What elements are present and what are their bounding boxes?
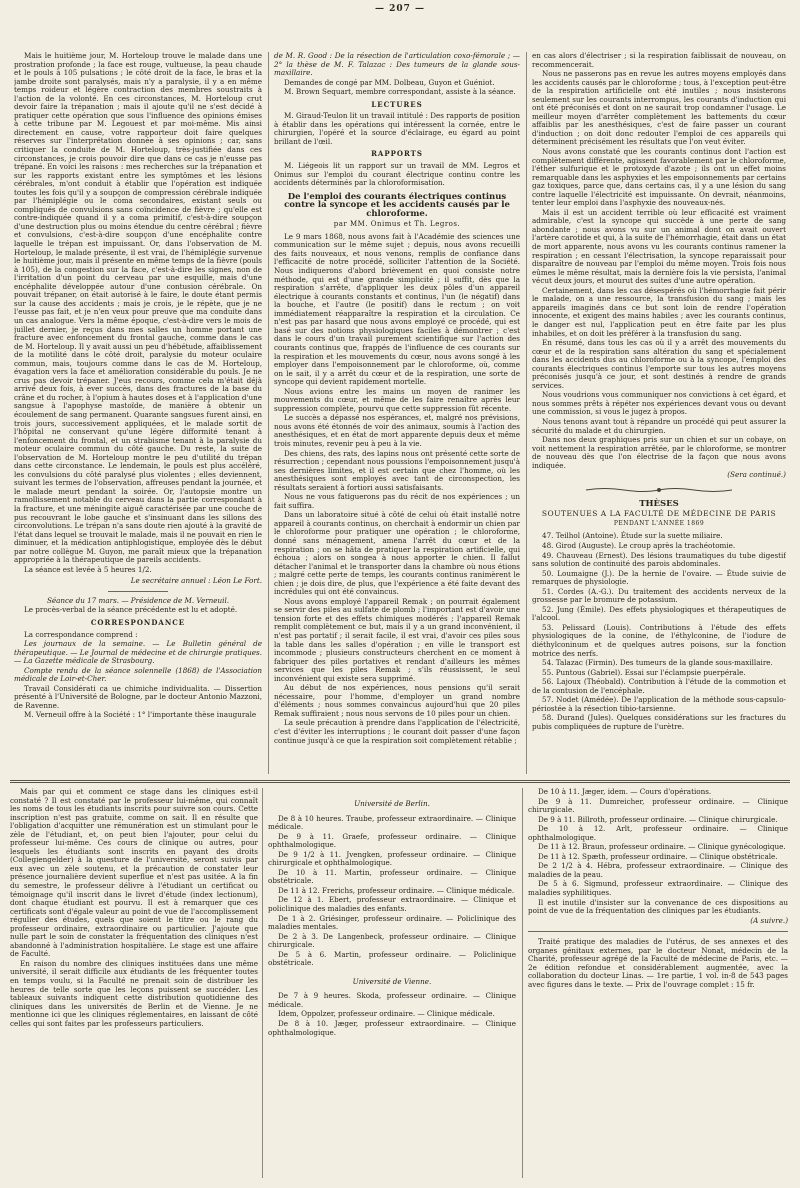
schedule-row: De 9 à 11. Dumreicher, professeur ordinaire. — Clinique chirurgicale. — [528, 796, 788, 815]
schedule-row: Idem, Oppolzer, professeur ordinaire. — Clinique médicale. — [278, 1009, 495, 1019]
paragraph: En raison du nombre des cliniques instituées dans une même université, il serait difficile aux étudiants de les fréquenter toutes en temps voulu, si la Faculté ne prenait soin de distribuer les heures de telle sorte que les leçons puissent se succéder. Les tableaux suivants indiquent cette distribution quotidienne des cliniques dans les universités de Berlin et de Vienne. Je ne mentionne ici que les cliniques réglementaires, en laissant de côté celles qui sont faites par les professeurs particuliers. — [10, 958, 258, 1028]
paragraph: Nous voudrions vous communiquer nos convictions à cet égard, et nous sommes prêts à répéter nos expériences devant vous ou devant une commission, si vous le jugez à propos. — [532, 390, 786, 417]
paragraph: Nous avons constaté que les courants continus dont l'action est complètement différente, agissent favorablement par le chloroforme, l'éther sulfurique et le protoxyde d'azote ; ils ont un effet moins remarquable dans les asphyxies et les empoisonnements par certains gaz toxiques, parce que, dans certains cas, il y a une lésion du sang contre laquelle l'électricité est impuissante. On devrait, néanmoins, tenter leur emploi dans l'asphyxie des nouveaux-nés. — [532, 147, 786, 208]
theses-year: PENDANT L'ANNÉE 1869 — [613, 519, 705, 527]
schedule-row: De 8 à 10 heures. Traube, professeur extraordinaire. — Clinique médicale. — [268, 813, 516, 832]
schedule-row: De 10 à 11. Jæger, idem. — Cours d'opérations. — [538, 788, 712, 796]
column-divider — [522, 788, 523, 1178]
paragraph: Travail Considérati ca ue chimiche individualita. — Dissertion présenté à l'Université de Bologne, par le docteur Antonio Mazzoni, de Ravenne. — [14, 683, 262, 710]
column-right — [532, 52, 786, 774]
paragraph: Nous avons employé l'appareil Remak ; on pourrait également se servir des piles au sulfate de plomb ; l'important est d'avoir une tension forte et des effets chimiques modérés ; l'appareil Remak remplit complètement ce but, mais il y a un grand inconvénient, il n'est pas portatif ; il serait facile, il est vrai, d'avoir ces piles sous la table dans les salles d'opération ; en ville le transport est incommode ; plusieurs constructeurs cherchent en ce moment à fabriquer des piles portatives et rendant d'ailleurs les mêmes services que les piles Remak ; s'ils réussissent, le seul inconvénient qui existe sera supprimé. — [274, 596, 520, 683]
article-authors: par MM. Onimus et Th. Legros. — [333, 220, 461, 229]
theses-subtitle: SOUTENUES A LA FACULTÉ DE MÉDECINE DE PARIS — [541, 509, 777, 519]
list-item: 56. Lajoux (Théobald). Contribution à l'étude de la commotion et de la contusion de l'encéphale. — [532, 677, 786, 695]
list-item: 58. Durand (Jules). Quelques considérations sur les fractures du pubis compliquées de rupture de l'urètre. — [532, 713, 786, 731]
feuilleton-column-right — [528, 788, 788, 1178]
paragraph: Mais le huitième jour, M. Horteloup trouve le malade dans une prostration profonde ; la face est rouge, vultueuse, la peau chaude et le pouls à 105 pulsations ; le côté droit de la face, le bras et la jambe droite sont paralysés, mais n'y a paralysie, il y a en même temps roideur et légère contraction des membres soustraits à l'action de la volonté. En ces circonstances, M. Horteloup crut devoir faire la trépanation ; mais il ajoute qu'il ne s'est décidé à pratiquer cette opération que sous l'influence des opinions émises à cette tribune par M. Legouest et par moi-même. Mis ainsi directement en cause, votre rapporteur doit faire quelques réserves sur l'interprétation donnée à ses opinions ; car, sans critiquer la conduite de M. Horteloup, très-justifiée dans ces circonstances, je crois pouvoir dire que dans ce cas je n'eusse pas trépané. En voici les raisons : mes recherches sur la trépanation et sur les rapports existant entre les symptômes et les lésions cérébrales, m'ont conduit à établir que l'opération est indiquée toutes les fois qu'il y a soupçon de compression cérébrale indiquée par l'hémiplégie ou le coma secondaires, existant seuls ou compliqués de convulsions sans coïncidence de fièvre ; qu'elle est contre-indiquée quand il y a coma primitif, c'est-à-dire soupçon d'une destruction plus ou moins étendue du centre cérébral ; fièvre et convulsions, c'est-à-dire soupçon d'une encéphalite contre laquelle le trépan est impuissant. Or, dans l'observation de M. Horteloup, le malade présente, il est vrai, de l'hémiplégie survenue le huitième jour, mais il présente en même temps de la fièvre (pouls à 105), de la congestion sur la face, c'est-à-dire les signes, non de l'irritation d'un point du cerveau par une esquille, mais d'une encéphalite développée autour d'une contusion cérébrale. On pouvait trépaner, on était autorisé à le faire, le doute étant permis sur la cause des accidents ; mais je crois, je le répète, que je ne l'eusse pas fait, et je n'en veux pour preuve que ma conduite dans un cas analogue. Vers la même époque, c'est-à-dire vers le mois de juillet dernier, je reçus dans mes salles un homme portant une fracture avec enfoncement du frontal gauche, comme dans le cas de M. Horteloup. Il y avait aussi un peu d'hébétude, affaiblissement de la motilité dans le côté droit, paralysie du moteur oculaire commun, mais, toujours comme dans le cas de M. Horteloup, évagation vers la face et amélioration considérable du pouls. Je ne crus pas devoir trépaner. J'eus recours, comme cela m'était déjà arrivé deux fois, à ever succès, dans des fractures de la base du crâne et du rocher, à l'opium à hautes doses et à l'application d'une sangsue à l'apophyse mastoïde, de manière à obtenir un écoulement de sang permanent. Quarante sangsues furent ainsi, en trois jours, successivement appliquées, et le malade sortit de l'hôpital ne conservant qu'une légère difformité tenant à l'enfoncement du frontal, et un strabisme tenant à la paralysie du moteur oculaire commun du côté gauche. Du reste, la suite de l'observation de M. Horteloup montre le peu d'utilité du trépan dans cette circonstance. Le lendemain, le pouls est plus accéléré, les convulsions du côté paralysé plus violentes ; elles deviennent, suivant les termes de l'observation, affreuses pendant la journée, et le malade meurt pendant la soirée. Or, l'autopsie montre un ramollissement notable du cerveau dans la partie correspondant à la fracture, et une méningite aiguë caractérisée par une couche de pus recouvrant le lobe gauche et s'insinuant dans les sillons des circonvolutions. Le trépan n'a sans doute rien ajouté à la gravité de l'état dans lequel se trouvait le malade, mais il ne pouvait en rien le diminuer, et la médication antiphlogistique, employée dès le début par notre collègue M. Guyon, me paraît mieux que la trépanation appropriée à la thérapeutique de pareils accidents. — [14, 52, 262, 565]
paragraph: Nous ne passerons pas en revue les autres moyens employés dans les accidents causés par le chloroforme ; tous, à l'exception peut-être de la respiration artificielle ont été inutiles ; nous insisterons seulement sur les courants interrompus, les courants d'induction qui ont été préconisés et dont on ne saurait trop condamner l'usage. Le meilleur moyen d'arrêter complètement les battements du cœur affaiblis par les anesthésiques, c'est de faire passer un courant d'induction ; on doit donc redouter l'emploi de ces appareils qui déterminent précisément les résultats que l'on veut éviter. — [532, 69, 786, 147]
paragraph: M. Brown Sequart, membre correspondant, assiste à la séance. — [284, 87, 516, 97]
section-divider — [10, 782, 790, 783]
feuilleton-column-left — [10, 788, 258, 1178]
schedule-row: De 9 à 11. Billroth, professeur ordinaire. — Clinique chirurgicale. — [538, 814, 778, 824]
paragraph: La correspondance comprend : — [24, 629, 138, 639]
list-item: 55. Puntous (Gabriel). Essai sur l'éclampsie puerpérale. — [542, 667, 746, 677]
list-item: 52. Jung (Émile). Des effets physiologiques et thérapeutiques de l'alcool. — [532, 604, 786, 623]
schedule-row: De 12 à 1. Ebert, professeur extraordinaire. — Clinique et policlinique des maladies des enfants. — [268, 895, 516, 914]
paragraph: Certainement, dans les cas désespérés où l'hémorrhagie fait périr le malade, on a une ressource, la transfusion du sang ; mais les appareils imaginés dans ce but sont loin de rendre l'opération innocente, et exigent des mains habiles ; avec les courants continus, le danger est nul, l'application peut en être faite par les plus inhabiles, et on doit les préférer à la transfusion du sang. — [532, 285, 786, 338]
list-item: 47. Teilhol (Antoine). Étude sur la suette miliaire. — [542, 531, 723, 541]
list-item: 57. Nodet (Amédée). De l'application de la méthode sous-capsulo-périostée à la résection tibio-tarsienne. — [532, 695, 786, 713]
list-item: 50. Loumaigne (J.). De la hernie de l'ovaire. — Étude suivie de remarques de physiologie. — [532, 568, 786, 587]
paragraph: Dans nos deux graphiques pris sur un chien et sur un cobaye, on voit nettement la respiration arrêtée, par le chloroforme, se montrer de nouveau dès que l'on électrise de la façon que nous avons indiquée. — [532, 435, 786, 470]
separator — [108, 591, 168, 592]
paragraph: Le succès a dépassé nos espérances, et, malgré nos prévisions, nous avons été étonnés de voir des animaux, soumis à l'action des anesthésiques, et en état de mort apparente depuis deux et même trois minutes, revenir peu à peu à la vie. — [274, 413, 520, 448]
list-item: 49. Chauveau (Ernest). Des lésions traumatiques du tube digestif sans solution de continuité des parois abdominales. — [532, 550, 786, 569]
section-heading-theses: THÈSES — [639, 498, 679, 509]
column-left — [14, 52, 262, 774]
list-item: 51. Cordes (A.-G.). Du traitement des accidents nerveux de la grossesse par le bromure de potassium. — [532, 586, 786, 605]
schedule-row: De 1 à 2. Griésinger, professeur ordinaire. — Policlinique des maladies mentales. — [268, 913, 516, 932]
paragraph: M. Giraud-Teulon lit un travail intitulé : Des rapports de position à établir dans les opérations qui intéressent la cornée, entre le chirurgien, l'opéré et la source d'éclairage, eu égard au point brillant de l'œil. — [274, 111, 520, 146]
paragraph: de M. R. Good : De la résection de l'articulation coxo-fémorale ; — 2° la thèse de M. F. Talazac : Des tumeurs de la glande sous-maxillaire. — [274, 52, 520, 78]
schedule-row: De 10 à 11. Martin, professeur ordinaire. — Clinique obstétricale. — [268, 867, 516, 886]
paragraph: Il est inutile d'insister sur la convenance de ces dispositions au point de vue de la fréquentation des cliniques par les étudiants. — [528, 897, 788, 916]
column-divider — [268, 52, 269, 774]
ornament-rule-icon — [584, 486, 734, 494]
paragraph: La seule précaution à prendre dans l'application de l'électricité, c'est d'éviter les interruptions ; le courant doit passer d'une façon continue jusqu'à ce que la respiration soit complètement rétablie ; — [274, 718, 520, 745]
schedule-row: De 9 à 11. Graefe, professeur ordinaire. — Clinique ophthalmologique. — [268, 831, 516, 850]
paragraph: M. Liégeois lit un rapport sur un travail de MM. Legros et Onimus sur l'emploi du courant électrique continu contre les accidents déterminés par la chloroformisation. — [274, 161, 520, 188]
section-heading-lectures: LECTURES — [371, 99, 423, 109]
list-item: 54. Talazac (Firmin). Des tumeurs de la glande sous-maxillaire. — [542, 658, 773, 668]
schedule-row: De 7 à 9 heures. Skoda, professeur ordinaire. — Clinique médicale. — [268, 991, 516, 1009]
column-divider — [526, 52, 527, 774]
secretary-signature: Le secrétaire annuel : Léon Le Fort. — [130, 576, 262, 586]
schedule-row: De 10 à 12. Arlt, professeur ordinaire. — Clinique ophthalmologique. — [528, 824, 788, 842]
schedule-row: De 8 à 10. Jæger, professeur extraordinaire. — Clinique ophthalmologique. — [268, 1019, 516, 1037]
feuilleton-column-middle — [268, 788, 516, 1178]
schedule-row: De 11 à 12. Frerichs, professeur ordinaire. — Clinique médicale. — [278, 885, 515, 895]
schedule-row: De 11 à 12. Spæth, professeur ordinaire. — Clinique obstétricale. — [538, 851, 778, 861]
paragraph: Mais par qui et comment ce stage dans les cliniques est-il constaté ? Il est constaté par le professeur lui-même, qui connaît les noms de tous les étudiants inscrits pour suivre son cours. Cette inscription n'est pas gratuite, comme on sait. Il en résulte que l'obligation d'acquitter une rémunération est un stimulant pour le zèle de l'étudiant, et, on peut bien l'ajouter, pour celui du professeur lui-même. Ces cours de clinique ou autres, pour lesquels les étudiants sont inscrits en payant des droits (Collegiengelder) à la questure de l'université, seront suivis par eux avec un zèle soutenu, et la précaution de constater leur présence journalière devient superflue et n'est pas usitée. A la fin du semestre, le professeur délivre à l'étudiant un certificat ou témoignage qu'il inscrit dans le livret d'étude (index lectionum), dont chaque étudiant est pourvu. Il est à remarquer que ces certificats sont d'égale valeur au point de vue de l'accomplissement régulier des études, quels que soient le titre ou le rang du professeur ordinaire, extraordinaire ou particulier. J'ajoute que nulle part le soin de constater la fréquentation des cliniques n'est abandonné à l'administration hospitalière. Le stage est une affaire de Faculté. — [10, 788, 258, 959]
paragraph: La séance est levée à 5 heures 1/2. — [24, 564, 152, 574]
list-item: 48. Girod (Auguste). Le croup après la trachéotomie. — [542, 540, 736, 550]
column-middle — [274, 52, 520, 774]
schedule-row: De 11 à 12. Braun, professeur ordinaire. — Clinique gynécologique. — [538, 842, 786, 852]
paragraph: M. Verneuil offre à la Société : 1° l'importante thèse inaugurale — [24, 710, 257, 720]
section-divider — [10, 780, 790, 781]
paragraph: Les journaux de la semaine. — Le Bulletin général de thérapeutique. — Le Journal de médecine et de chirurgie pratiques. — La Gazette médicale de Strasbourg. — [14, 639, 262, 666]
paragraph: Le procès-verbal de la séance précédente est lu et adopté. — [24, 605, 238, 615]
paragraph: Nous avions entre les mains un moyen de ranimer les mouvements du cœur, et même de les faire renaître après leur suppression complète, pourvu que cette suppression fût récente. — [274, 386, 520, 413]
paragraph: En résumé, dans tous les cas où il y a arrêt des mouvements du cœur et de la respiration sans altération du sang et spécialement dans les accidents dus au chloroforme ou à la syncope, l'emploi des courants électriques continus l'emporte sur tous les autres moyens préconisés jusqu'à ce jour, et sont destinés à rendre de grands services. — [532, 338, 786, 390]
schedule-row: De 9 1/2 à 11. Jvengken, professeur ordinaire. — Clinique chirurgicale et ophthalmologique. — [268, 849, 516, 868]
separator — [528, 931, 788, 932]
paragraph: Demandes de congé par MM. Dolbeau, Guyon et Guéniot. — [284, 77, 495, 87]
section-heading-correspondance: CORRESPONDANCE — [90, 618, 186, 627]
paragraph: Nous tenons avant tout à répandre un procédé qui peut assurer la sécurité du malade et du chirurgien. — [532, 416, 786, 435]
article-title: De l'emploi des courants électriques continus contre la syncope et les accidents causés par le chloroforme. — [284, 191, 510, 219]
paragraph: Nous ne vous fatiguerons pas du récit de nos expériences ; un fait suffira. — [274, 492, 520, 510]
list-item: 53. Pelissard (Louis). Contributions à l'étude des effets physiologiques de la conine, de l'éthylconine, de l'iodure de diéthylconinum et de quelques autres poisons, sur la fonction motrice des nerfs. — [532, 622, 786, 658]
paragraph: Au début de nos expériences, nous pensions qu'il serait nécessaire, pour l'homme, d'employer un grand nombre d'éléments ; nous sommes convaincus aujourd'hui que 20 piles Remak suffiraient ; nous nous servons de 10 piles pour un chien. — [274, 683, 520, 718]
paragraph: Compte rendu de la séance solennelle (1868) de l'Association médicale de Loir-et-Cher. — [14, 665, 262, 684]
paragraph: Dans un laboratoire situé à côté de celui où était installé notre appareil à courants continus, on cherchait à endormir un chien par le chloroforme pour pratiquer une opération ; le chloroforme, donné sans ménagement, amena l'arrêt du cœur et de la respiration ; on se hâta de pratiquer la respiration artificielle, qui échoua ; alors on songea à nous apporter le chien. Il fallut détacher l'animal et le transporter dans la chambre où nous étions ; malgré cette perte de temps, les courants continus ranimèrent le chien ; je dois dire, de plus, que l'expérience a été faite devant des incrédules qui ont été convaincus. — [274, 510, 520, 597]
vienne-heading: Université de Vienne. — [352, 976, 432, 986]
schedule-row: De 2 1/2 à 4. Hébra, professeur extraordinaire. — Clinique des maladies de la peau. — [528, 861, 788, 879]
page-number: — 207 — — [374, 4, 426, 14]
continuation-note: (A suivre.) — [750, 915, 788, 925]
section-heading-rapports: RAPPORTS — [371, 149, 423, 159]
continuation-note: (Sera continué.) — [727, 470, 786, 480]
column-divider — [262, 788, 263, 1178]
book-announcement: Traité pratique des maladies de l'utérus, de ses annexes et des organes génitaux externes, par le docteur Nonat, médecin de la Charité, professeur agrégé de la Faculté de médecine de Paris, etc. — 2e édition refondue et considérablement augmentée, avec la collaboration du docteur Linas. — 1re partie, 1 vol. in-8 de 543 pages avec figures dans le texte. — Prix de l'ouvrage complet : 15 fr. — [528, 937, 788, 989]
seance-heading: Séance du 17 mars. — Présidence de M. Verneuil. — [46, 595, 230, 605]
paragraph: Le 9 mars 1868, nous avons fait à l'Académie des sciences une communication sur le même sujet ; depuis, nous avons recueilli des faits nouveaux, et nous venons, remplis de confiance dans l'efficacité de notre procédé, solliciter l'attention de la Société. Nous indiquerons d'abord brièvement en quoi consiste notre méthode, qui est d'une grande simplicité ; il suffit, dès que la respiration s'arrête, d'appliquer les deux pôles d'un appareil électrique à courants constants et continus, l'un (le négatif) dans la bouche, et l'autre (le positif) dans le rectum ; on voit immédiatement réapparaître la respiration et la circulation. Ce n'est pas par hasard que nous avons employé ce procédé, qui est basé sur des notions physiologiques faciles à démontrer ; c'est dans le cours d'un travail purement scientifique sur l'action des courants continus que, frappés de l'influence de ces courants sur la respiration et les mouvements du cœur, nous avons songé à les employer dans l'empoisonnement par le chloroforme, où, comme on le sait, il y a arrêt du cœur et de la respiration, une sorte de syncope qui devient rapidement mortelle. — [274, 231, 520, 387]
schedule-row: De 2 à 3. De Langenbeck, professeur ordinaire. — Clinique chirurgicale. — [268, 931, 516, 950]
paragraph: en cas alors d'électriser ; si la respiration faiblissait de nouveau, on recommencerait. — [532, 52, 786, 69]
schedule-row: De 5 à 6. Martin, professeur ordinaire. — Policlinique obstétricale. — [268, 949, 516, 968]
berlin-heading: Université de Berlin. — [354, 799, 430, 808]
paragraph: Mais il est un accident terrible où leur efficacité est vraiment admirable, c'est la syncope qui succède à une perte de sang abondante ; nous avons vu sur un animal dont on avait ouvert l'artère carotide et qui, à la suite de l'hémorrhagie, était dans un état de mort apparente, nous avons vu les courants continus ramener la respiration ; en cessant l'électrisation, la syncope reparaissait pour disparaître de nouveau par l'emploi du même moyen. Trois fois nous eûmes le même résultat, mais la dernière fois la vie persista, l'animal vécut deux jours, et mourut des suites d'une autre opération. — [532, 207, 786, 286]
paragraph: Des chiens, des rats, des lapins nous ont présenté cette sorte de résurrection ; cependant nous poussions l'empoisonnement jusqu'à ses dernières limites, et il est certain que chez l'homme, où les anesthésiques sont employés avec tant de circonspection, les résultats seraient à fortiori aussi satisfaisants. — [274, 448, 520, 492]
schedule-row: De 5 à 6. Sigmund, professeur extraordinaire. — Clinique des maladies syphilitiques. — [528, 879, 788, 898]
